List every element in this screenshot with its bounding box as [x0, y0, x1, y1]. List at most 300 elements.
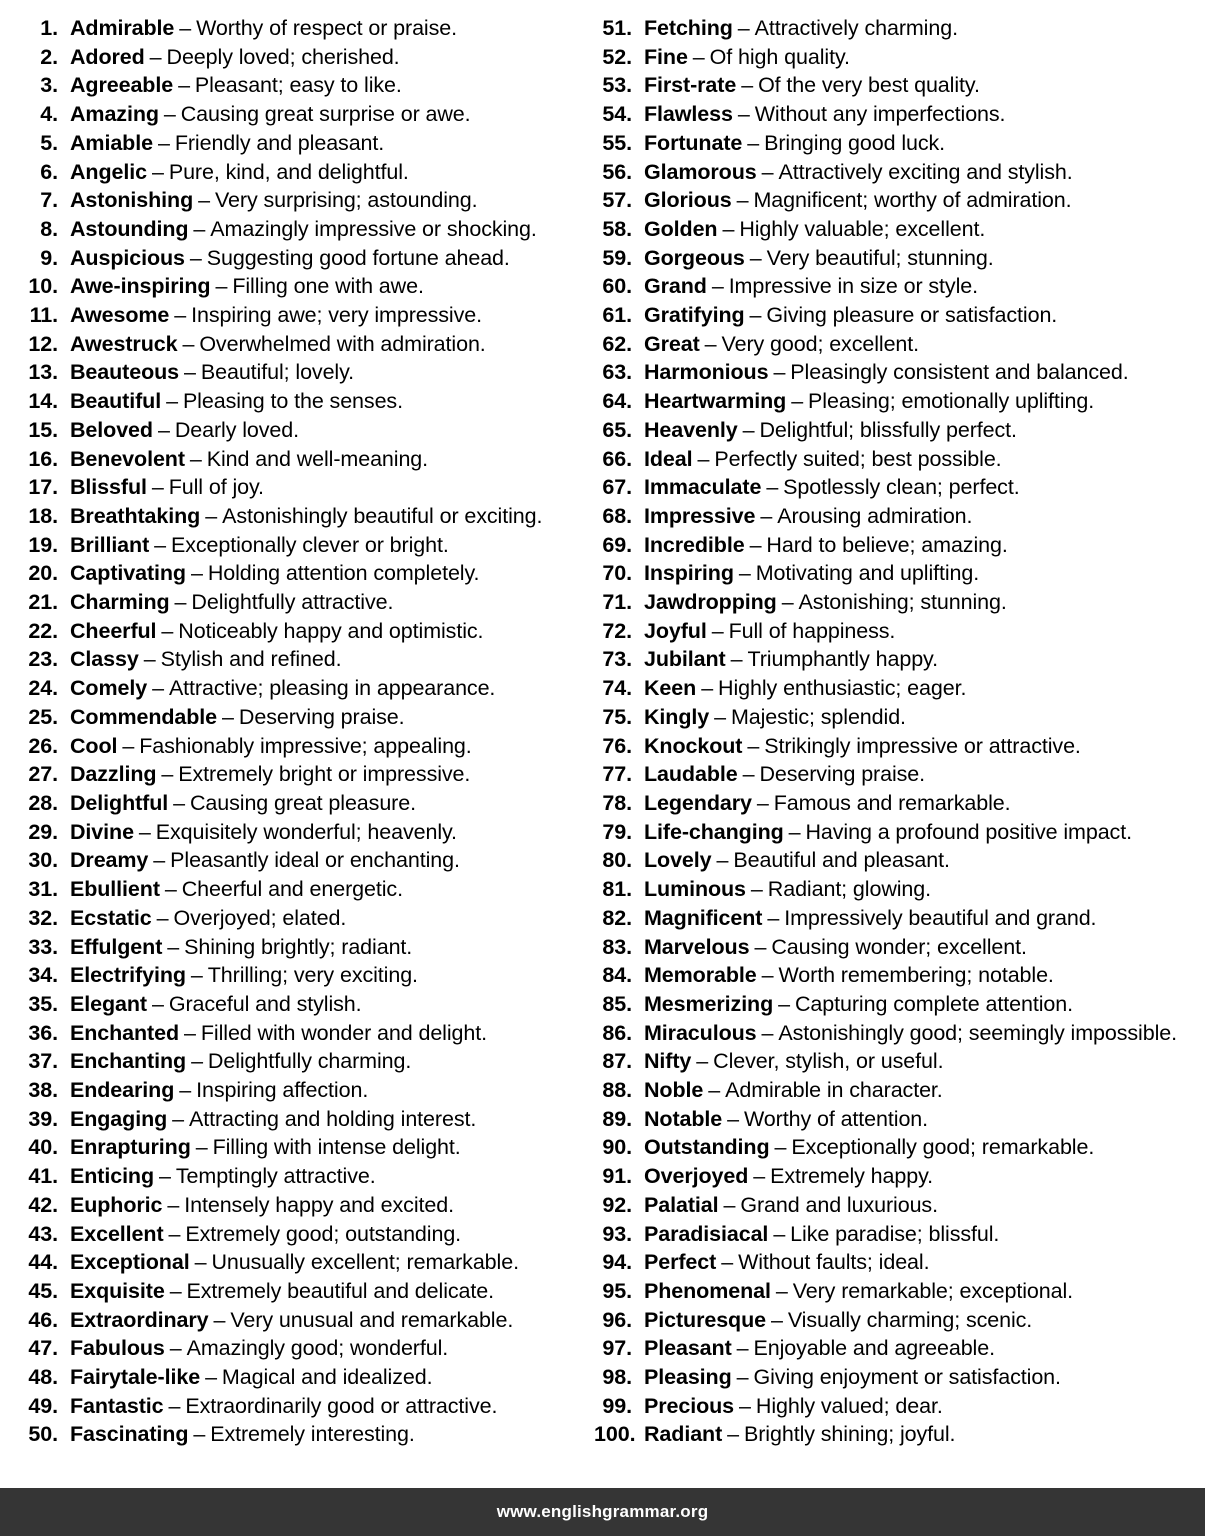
list-item — [14, 215, 580, 244]
list-item-definition: Enjoyable and agreeable. — [753, 1336, 995, 1361]
list-item-number — [14, 1019, 70, 1048]
list-item-term: Amazing — [70, 102, 159, 127]
list-item-number — [14, 1220, 70, 1249]
list-item — [14, 818, 580, 847]
list-item — [588, 158, 1205, 187]
list-item-separator: – — [159, 1164, 171, 1189]
list-item — [14, 1047, 580, 1076]
list-item-definition: Extremely interesting. — [210, 1422, 415, 1447]
list-item-number-text: 35. — [28, 991, 58, 1016]
list-item-number-text: 17. — [28, 475, 58, 500]
list-item-term: Jawdropping — [644, 590, 777, 615]
list-item — [588, 846, 1205, 875]
footer-bar — [0, 1488, 1205, 1536]
list-item-number-text: 32. — [28, 905, 58, 930]
list-item — [14, 846, 580, 875]
list-item-separator: – — [205, 1365, 217, 1390]
list-item-separator: – — [194, 1250, 207, 1275]
list-item-definition: Kind and well-meaning. — [206, 446, 429, 471]
list-item — [14, 330, 580, 359]
list-item — [14, 1133, 580, 1162]
list-item-number-text: 53. — [602, 73, 632, 98]
list-item-definition: Deeply loved; cherished. — [166, 44, 400, 69]
list-item-separator: – — [741, 73, 754, 98]
list-item-term: Euphoric — [70, 1192, 163, 1217]
list-item-definition: Pleasant; easy to like. — [194, 73, 402, 98]
list-item-number — [14, 818, 70, 847]
list-item-definition: Pleasing; emotionally uplifting. — [808, 389, 1095, 414]
list-item-number — [14, 71, 70, 100]
list-item-term: Adored — [70, 44, 145, 69]
list-item-definition: Inspiring affection. — [196, 1078, 369, 1103]
list-item-number-text: 92. — [602, 1192, 632, 1217]
list-item-definition: Overjoyed; elated. — [173, 905, 347, 930]
list-item — [588, 990, 1205, 1019]
list-item-number-text: 22. — [28, 618, 58, 643]
list-item-separator: – — [143, 647, 156, 672]
list-item-number — [14, 559, 70, 588]
list-item-number-text: 82. — [602, 905, 632, 930]
list-item-definition: Pleasantly ideal or enchanting. — [170, 848, 460, 873]
list-item — [14, 933, 580, 962]
list-item-separator: – — [747, 130, 760, 155]
list-item-definition: Worthy of attention. — [744, 1106, 929, 1131]
list-item-term: Comely — [70, 676, 148, 701]
list-item-separator: – — [737, 16, 750, 40]
list-item-number — [588, 387, 644, 416]
list-item-number-text: 48. — [28, 1365, 58, 1390]
list-item — [14, 244, 580, 273]
list-item-term: Paradisiacal — [644, 1221, 769, 1246]
list-item-number — [588, 416, 644, 445]
list-item-number-text: 78. — [602, 790, 632, 815]
list-item-number — [588, 215, 644, 244]
list-item — [588, 1019, 1205, 1048]
list-item-separator: – — [761, 159, 774, 184]
list-item-number — [14, 645, 70, 674]
list-item-definition: Overwhelmed with admiration. — [199, 331, 486, 356]
list-item-definition: Causing wonder; excellent. — [771, 934, 1027, 959]
list-item-number-text: 3. — [40, 73, 58, 98]
list-item — [588, 1248, 1205, 1277]
list-item — [14, 445, 580, 474]
list-item — [588, 904, 1205, 933]
list-item — [14, 502, 580, 531]
list-item-term: Heartwarming — [644, 389, 787, 414]
list-item-term: Life-changing — [644, 819, 784, 844]
list-item-definition: Delightfully attractive. — [191, 590, 394, 615]
list-item-number — [588, 760, 644, 789]
list-item-separator: – — [696, 1049, 709, 1074]
list-item-separator: – — [766, 475, 779, 500]
list-item-number-text: 64. — [602, 389, 632, 414]
list-item-term: Radiant — [644, 1422, 723, 1447]
list-item-definition: Pleasing to the senses. — [182, 389, 403, 414]
list-item-number — [14, 445, 70, 474]
list-item-definition: Deserving praise. — [238, 704, 405, 729]
list-item — [588, 961, 1205, 990]
list-item-number-text: 37. — [28, 1049, 58, 1074]
list-item — [588, 1392, 1205, 1421]
list-item-separator: – — [161, 618, 174, 643]
list-item-number — [588, 158, 644, 187]
list-item-separator: – — [193, 216, 206, 241]
list-item-definition: Having a profound positive impact. — [805, 819, 1132, 844]
list-item-number-text: 30. — [28, 848, 58, 873]
list-item-separator: – — [716, 848, 729, 873]
list-item-term: Phenomenal — [644, 1278, 771, 1303]
list-item-number-text: 93. — [602, 1221, 632, 1246]
list-item — [14, 1191, 580, 1220]
list-item-definition: Delightful; blissfully perfect. — [759, 417, 1017, 442]
list-item-separator: – — [173, 790, 185, 815]
list-item-number-text: 71. — [602, 590, 632, 615]
list-item — [14, 990, 580, 1019]
list-item-number — [14, 1105, 70, 1134]
list-item-number-text: 88. — [602, 1078, 632, 1103]
list-item-separator: – — [760, 503, 773, 528]
list-item-number-text: 46. — [28, 1307, 58, 1332]
list-item-number-text: 97. — [602, 1336, 632, 1361]
list-item-separator: – — [736, 1336, 749, 1361]
list-item-number — [588, 100, 644, 129]
list-item-definition: Attractively exciting and stylish. — [778, 159, 1073, 184]
list-item — [588, 387, 1205, 416]
list-item-term: Breathtaking — [70, 503, 201, 528]
list-item-separator: – — [738, 561, 751, 586]
list-item — [588, 674, 1205, 703]
list-item — [14, 100, 580, 129]
list-item-term: Heavenly — [644, 417, 738, 442]
list-item — [14, 1105, 580, 1134]
list-item-separator: – — [213, 1307, 226, 1332]
list-item-term: Miraculous — [644, 1020, 757, 1045]
list-item — [14, 588, 580, 617]
list-item-separator: – — [761, 1020, 774, 1045]
list-item-number-text: 25. — [28, 704, 58, 729]
list-item-number-text: 13. — [28, 360, 58, 385]
list-item-number-text: 61. — [602, 303, 632, 328]
list-item-separator: – — [701, 676, 714, 701]
list-item-number — [14, 43, 70, 72]
list-item — [14, 71, 580, 100]
list-item-definition: Cheerful and energetic. — [181, 877, 403, 902]
list-item-number — [14, 789, 70, 818]
list-item-number-text: 96. — [602, 1307, 632, 1332]
list-item-number — [588, 617, 644, 646]
list-item-definition: Brightly shining; joyful. — [744, 1422, 956, 1447]
list-item-term: Kingly — [644, 704, 710, 729]
list-item-term: Commendable — [70, 704, 218, 729]
list-item — [588, 100, 1205, 129]
list-item-term: Beloved — [70, 417, 153, 442]
list-item-separator: – — [151, 159, 164, 184]
list-item-definition: Unusually excellent; remarkable. — [211, 1250, 519, 1275]
list-item-term: Awe-inspiring — [70, 274, 211, 299]
list-item — [588, 1420, 1205, 1449]
list-item-number — [14, 1248, 70, 1277]
list-item-term: Awestruck — [70, 331, 178, 356]
list-item-definition: Impressively beautiful and grand. — [784, 905, 1097, 930]
list-item-number-text: 95. — [602, 1278, 632, 1303]
list-item-number-text: 7. — [40, 188, 58, 213]
list-item-number — [588, 330, 644, 359]
list-item-definition: Astonishingly good; seemingly impossible. — [778, 1020, 1177, 1045]
list-item-number-text: 1. — [40, 16, 58, 40]
list-item-number-text: 69. — [602, 532, 632, 557]
list-item — [14, 645, 580, 674]
list-item — [588, 244, 1205, 273]
list-item-term: Immaculate — [644, 475, 762, 500]
list-item-number-text: 8. — [40, 216, 58, 241]
list-item-number — [14, 846, 70, 875]
list-item-number-text: 77. — [602, 762, 632, 787]
list-item-term: Awesome — [70, 303, 170, 328]
list-item-definition: Filled with wonder and delight. — [200, 1020, 487, 1045]
list-item-definition: Extremely good; outstanding. — [185, 1221, 462, 1246]
list-item-separator: – — [739, 1393, 751, 1418]
list-item-number-text: 90. — [602, 1135, 632, 1160]
list-item-number — [14, 1047, 70, 1076]
list-item-separator: – — [791, 389, 804, 414]
list-item-term: Fortunate — [644, 130, 743, 155]
list-item — [588, 1277, 1205, 1306]
list-item-definition: Radiant; glowing. — [767, 877, 932, 902]
list-item — [14, 1076, 580, 1105]
list-item — [14, 732, 580, 761]
list-item-separator: – — [215, 274, 228, 299]
list-item-number — [14, 416, 70, 445]
list-item-separator: – — [753, 1164, 766, 1189]
list-item-separator: – — [167, 934, 180, 959]
list-item — [588, 617, 1205, 646]
list-item-number-text: 11. — [29, 303, 58, 328]
list-item-term: Jubilant — [644, 647, 726, 672]
list-item-term: Fantastic — [70, 1393, 164, 1418]
list-item-number — [14, 990, 70, 1019]
list-item-number-text: 44. — [28, 1250, 58, 1275]
list-item-separator: – — [704, 331, 717, 356]
list-item-separator: – — [736, 1365, 749, 1390]
list-item — [588, 933, 1205, 962]
list-item-separator: – — [163, 102, 176, 127]
list-item-separator: – — [778, 991, 790, 1016]
list-item-separator: – — [184, 360, 196, 385]
list-item-definition: Extremely happy. — [770, 1164, 934, 1189]
list-item-separator: – — [756, 790, 769, 815]
list-item-term: Ecstatic — [70, 905, 152, 930]
list-item-number — [14, 732, 70, 761]
list-item-separator: – — [727, 1106, 739, 1131]
list-item-definition: Pure, kind, and delightful. — [168, 159, 409, 184]
list-item-term: Cheerful — [70, 618, 157, 643]
list-item-term: Inspiring — [644, 561, 734, 586]
list-item-number — [588, 1019, 644, 1048]
list-item-number — [588, 14, 644, 43]
list-item-term: Excellent — [70, 1221, 164, 1246]
list-item-number — [588, 674, 644, 703]
list-item-separator: – — [788, 819, 801, 844]
list-item — [14, 760, 580, 789]
list-item-number — [588, 1133, 644, 1162]
list-item — [14, 1420, 580, 1449]
list-item-term: Keen — [644, 676, 697, 701]
list-item-definition: Beautiful; lovely. — [200, 360, 355, 385]
list-item — [588, 1133, 1205, 1162]
list-item — [14, 531, 580, 560]
list-item-definition: Without any imperfections. — [754, 102, 1006, 127]
list-item-separator: – — [184, 1020, 196, 1045]
list-item-definition: Beautiful and pleasant. — [733, 848, 950, 873]
list-item-definition: Giving enjoyment or satisfaction. — [753, 1365, 1061, 1390]
list-item-term: Charming — [70, 590, 170, 615]
list-item-number — [588, 473, 644, 502]
list-item — [588, 502, 1205, 531]
list-item-number-text: 66. — [602, 446, 632, 471]
list-item-number — [588, 186, 644, 215]
list-item-definition: Strikingly impressive or attractive. — [764, 733, 1081, 758]
list-item-separator: – — [737, 102, 750, 127]
list-item-separator: – — [775, 1278, 788, 1303]
list-item — [14, 875, 580, 904]
list-item-term: Fine — [644, 44, 688, 69]
list-item-separator: – — [767, 905, 780, 930]
list-item-definition: Grand and luxurious. — [740, 1192, 938, 1217]
list-item — [588, 1191, 1205, 1220]
list-item-number-text: 29. — [28, 819, 58, 844]
list-item-number — [14, 301, 70, 330]
list-item-number — [588, 71, 644, 100]
list-item-number-text: 58. — [602, 216, 632, 241]
list-item-number-text: 52. — [602, 44, 632, 69]
list-item-definition: Fashionably impressive; appealing. — [139, 733, 472, 758]
list-item-number — [588, 43, 644, 72]
list-item-definition: Filling with intense delight. — [212, 1135, 461, 1160]
list-item-separator: – — [191, 1049, 203, 1074]
list-item-number-text: 70. — [602, 561, 632, 586]
list-item-number-text: 74. — [602, 676, 632, 701]
list-item-separator: – — [166, 389, 178, 414]
list-item-term: Flawless — [644, 102, 733, 127]
list-item-separator: – — [747, 733, 760, 758]
list-item-term: Pleasing — [644, 1365, 732, 1390]
list-item-number — [588, 445, 644, 474]
list-item-definition: Astonishingly beautiful or exciting. — [222, 503, 543, 528]
list-item-number-text: 51. — [602, 16, 632, 40]
list-item-definition: Attractive; pleasing in appearance. — [168, 676, 496, 701]
list-item-number — [588, 301, 644, 330]
list-item-definition: Of high quality. — [709, 44, 850, 69]
list-item-term: Enticing — [70, 1164, 155, 1189]
list-item-number-text: 56. — [602, 159, 632, 184]
list-item-separator: – — [742, 417, 755, 442]
list-item-term: Engaging — [70, 1106, 168, 1131]
list-item — [14, 789, 580, 818]
list-item-number-text: 63. — [602, 360, 632, 385]
list-item-number — [588, 990, 644, 1019]
list-item-separator: – — [178, 73, 190, 98]
list-item-definition: Admirable in character. — [725, 1078, 943, 1103]
list-item-term: Knockout — [644, 733, 743, 758]
list-item-separator: – — [773, 360, 786, 385]
list-item-number-text: 91. — [602, 1164, 632, 1189]
list-item — [588, 43, 1205, 72]
list-item-term: Amiable — [70, 130, 153, 155]
list-item — [588, 645, 1205, 674]
list-item-number — [588, 875, 644, 904]
list-item-definition: Hard to believe; amazing. — [766, 532, 1008, 557]
list-item — [14, 158, 580, 187]
list-item-number — [14, 186, 70, 215]
list-item-definition: Motivating and uplifting. — [755, 561, 980, 586]
list-item-separator: – — [727, 1422, 739, 1447]
list-item-definition: Of the very best quality. — [758, 73, 980, 98]
list-item — [588, 186, 1205, 215]
list-item-definition: Without faults; ideal. — [738, 1250, 930, 1275]
list-item-definition: Exquisitely wonderful; heavenly. — [155, 819, 457, 844]
list-item — [14, 43, 580, 72]
list-item — [14, 387, 580, 416]
list-item-term: Fetching — [644, 16, 733, 40]
list-item-definition: Holding attention completely. — [207, 561, 480, 586]
list-item — [14, 1019, 580, 1048]
list-item-separator: – — [754, 934, 767, 959]
list-item-separator: – — [770, 1307, 783, 1332]
list-item-number-text: 31. — [28, 877, 58, 902]
list-item-term: Grand — [644, 274, 707, 299]
list-item-separator: – — [174, 590, 187, 615]
list-item-definition: Exceptionally clever or bright. — [171, 532, 449, 557]
list-item-definition: Worth remembering; notable. — [778, 963, 1054, 988]
list-item-definition: Pleasingly consistent and balanced. — [790, 360, 1129, 385]
list-item-separator: – — [168, 1393, 181, 1418]
list-item-term: Angelic — [70, 159, 147, 184]
list-item-definition: Impressive in size or style. — [728, 274, 978, 299]
list-item-definition: Arousing admiration. — [777, 503, 973, 528]
list-item — [14, 14, 580, 43]
list-item-separator: – — [749, 245, 762, 270]
footer-site-url: www.englishgrammar.org — [496, 1502, 709, 1521]
list-item — [14, 1248, 580, 1277]
list-item-term: Laudable — [644, 762, 738, 787]
list-item-term: Classy — [70, 647, 139, 672]
list-item-term: Magnificent — [644, 905, 763, 930]
list-item-separator: – — [157, 130, 170, 155]
list-item — [588, 215, 1205, 244]
list-item-separator: – — [151, 475, 164, 500]
list-item-separator: – — [774, 1135, 787, 1160]
list-item — [588, 1363, 1205, 1392]
list-item-number-text: 85. — [602, 991, 632, 1016]
list-item-term: Extraordinary — [70, 1307, 209, 1332]
list-item-number-text: 87. — [602, 1049, 632, 1074]
list-item-term: Ebullient — [70, 877, 160, 902]
list-item-number-text: 50. — [28, 1422, 58, 1447]
list-item-number — [14, 1306, 70, 1335]
list-item-number — [588, 1105, 644, 1134]
list-item-number-text: 49. — [28, 1393, 58, 1418]
list-item — [14, 129, 580, 158]
list-item-term: Palatial — [644, 1192, 719, 1217]
list-item-number-text: 98. — [602, 1365, 632, 1390]
list-item-number-text: 36. — [28, 1020, 58, 1045]
list-item-term: Golden — [644, 216, 718, 241]
list-item-number — [588, 1191, 644, 1220]
list-item-term: Joyful — [644, 618, 707, 643]
list-item-definition: Highly valued; dear. — [755, 1393, 943, 1418]
list-item-term: Pleasant — [644, 1336, 732, 1361]
list-item-definition: Very beautiful; stunning. — [766, 245, 994, 270]
